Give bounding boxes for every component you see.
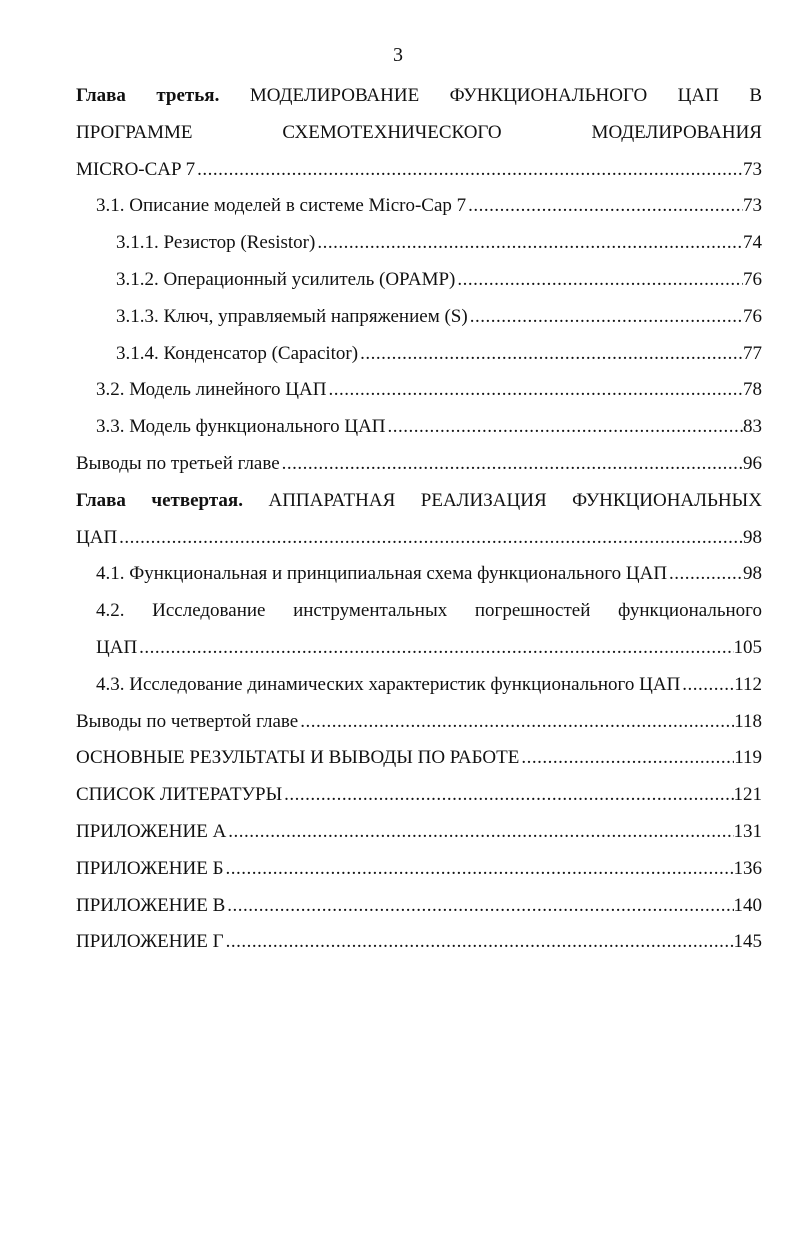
- toc-entry-appendix-g[interactable]: [76, 924, 762, 961]
- dot-leader: [468, 299, 743, 336]
- toc-entry-appendix-a[interactable]: [76, 814, 762, 851]
- page-ref: 140: [733, 894, 762, 916]
- toc-entry-3-1[interactable]: [76, 188, 762, 225]
- page-ref: 96: [743, 452, 762, 474]
- entry-title: 3.1. Описание моделей в системе Micro-Cap 7: [96, 195, 467, 217]
- entry-title-word: функционального: [618, 600, 762, 622]
- toc-entry-3-2[interactable]: [76, 372, 762, 409]
- toc-entry-results[interactable]: [76, 740, 762, 777]
- dot-leader: [195, 152, 743, 189]
- page-ref: 136: [733, 857, 762, 879]
- page-ref: 121: [733, 784, 762, 806]
- entry-title: Выводы по третьей главе: [76, 452, 280, 474]
- page-ref: 76: [743, 268, 762, 290]
- chapter-label: Глава: [76, 489, 126, 511]
- page-ref: 73: [743, 158, 762, 180]
- chapter-number: третья.: [156, 85, 220, 106]
- chapter-title-word: В: [749, 85, 762, 106]
- entry-title: 3.1.2. Операционный усилитель (OPAMP): [116, 268, 456, 290]
- entry-title: ПРИЛОЖЕНИЕ Б: [76, 857, 224, 879]
- toc-entry-chapter3-conclusions[interactable]: [76, 446, 762, 483]
- dot-leader: [326, 372, 743, 409]
- page-ref: 119: [734, 747, 762, 769]
- toc-chapter3-heading-line3[interactable]: [76, 152, 762, 189]
- page-ref: 77: [743, 342, 762, 364]
- dot-leader: [223, 851, 733, 888]
- toc-chapter4-heading-line1[interactable]: [76, 483, 762, 520]
- page-ref: 74: [743, 232, 762, 254]
- entry-title-word: погрешностей: [474, 600, 591, 622]
- toc-entry-4-3[interactable]: [76, 667, 762, 704]
- toc-entry-4-1[interactable]: [76, 556, 762, 593]
- dot-leader: [280, 446, 743, 483]
- table-of-contents: [76, 78, 762, 961]
- toc-entry-3-1-1[interactable]: [76, 225, 762, 262]
- entry-title: ПРИЛОЖЕНИЕ Г: [76, 931, 224, 953]
- dot-leader: [667, 556, 743, 593]
- entry-title-word: Исследование: [152, 600, 266, 622]
- chapter-title-text: MICRO-CAP 7: [76, 158, 196, 180]
- entry-title: 4.3. Исследование динамических характеристик функционального ЦАП: [96, 673, 681, 695]
- dot-leader: [282, 777, 733, 814]
- page-ref: 98: [743, 563, 762, 585]
- entry-title: 4.1. Функциональная и принципиальная схема функционального ЦАП: [96, 563, 668, 585]
- toc-entry-appendix-b[interactable]: [76, 851, 762, 888]
- toc-entry-3-1-3[interactable]: [76, 299, 762, 336]
- toc-entry-3-3[interactable]: [76, 409, 762, 446]
- dot-leader: [455, 262, 743, 299]
- page-number: 3: [393, 44, 403, 66]
- chapter-title-word: ФУНКЦИОНАЛЬНЫХ: [572, 489, 762, 511]
- page-ref: 131: [733, 820, 762, 842]
- chapter-title-word: МОДЕЛИРОВАНИЕ: [249, 85, 420, 106]
- entry-title: 3.1.4. Конденсатор (Capacitor): [116, 342, 359, 364]
- entry-title: 3.3. Модель функционального ЦАП: [96, 416, 386, 438]
- chapter-title-word: РЕАЛИЗАЦИЯ: [420, 489, 547, 511]
- page-ref: 98: [743, 526, 762, 548]
- dot-leader: [680, 667, 734, 704]
- dot-leader: [225, 888, 733, 925]
- entry-title: Выводы по четвертой главе: [76, 710, 299, 732]
- chapter-title-word: ФУНКЦИОНАЛЬНОГО: [449, 85, 648, 106]
- toc-chapter3-heading-line1[interactable]: [76, 78, 762, 115]
- dot-leader: [298, 704, 734, 741]
- toc-entry-4-2-line1[interactable]: [76, 593, 762, 630]
- dot-leader: [358, 336, 743, 373]
- page-ref: 118: [734, 710, 762, 732]
- dot-leader: [519, 740, 734, 777]
- page-ref: 145: [733, 931, 762, 953]
- entry-title: 3.2. Модель линейного ЦАП: [96, 379, 327, 401]
- entry-title-word: 4.2.: [96, 600, 125, 622]
- entry-title-word: инструментальных: [293, 600, 448, 622]
- page-ref: 112: [734, 673, 762, 695]
- dot-leader: [386, 409, 743, 446]
- chapter-title-word: ПРОГРАММЕ: [76, 121, 193, 143]
- dot-leader: [466, 188, 743, 225]
- chapter-title-word: СХЕМОТЕХНИЧЕСКОГО: [282, 121, 502, 143]
- page-ref: 78: [743, 379, 762, 401]
- dot-leader: [315, 225, 743, 262]
- entry-title: 3.1.3. Ключ, управляемый напряжением (S): [116, 305, 468, 327]
- page-ref: 83: [743, 416, 762, 438]
- toc-chapter3-heading-line2[interactable]: [76, 115, 762, 152]
- dot-leader: [117, 520, 743, 557]
- toc-entry-chapter4-conclusions[interactable]: [76, 704, 762, 741]
- entry-title: ПРИЛОЖЕНИЕ А: [76, 820, 227, 842]
- page-ref: 73: [743, 195, 762, 217]
- entry-title: 3.1.1. Резистор (Resistor): [116, 232, 316, 254]
- entry-title: СПИСОК ЛИТЕРАТУРЫ: [76, 784, 283, 806]
- chapter-title-text: ЦАП: [76, 526, 118, 548]
- chapter-title-word: ЦАП: [677, 85, 719, 106]
- entry-title: ОСНОВНЫЕ РЕЗУЛЬТАТЫ И ВЫВОДЫ ПО РАБОТЕ: [76, 747, 520, 769]
- toc-entry-4-2-line2[interactable]: [76, 630, 762, 667]
- dot-leader: [226, 814, 733, 851]
- chapter-number: четвертая.: [151, 489, 243, 511]
- toc-entry-3-1-4[interactable]: [76, 336, 762, 373]
- page-ref: 105: [733, 636, 762, 658]
- toc-chapter4-heading-line2[interactable]: [76, 520, 762, 557]
- chapter-title-word: МОДЕЛИРОВАНИЯ: [591, 121, 762, 143]
- toc-entry-appendix-v[interactable]: [76, 888, 762, 925]
- toc-entry-3-1-2[interactable]: [76, 262, 762, 299]
- chapter-title-word: АППАРАТНАЯ: [268, 489, 396, 511]
- dot-leader: [137, 630, 733, 667]
- entry-title: ПРИЛОЖЕНИЕ В: [76, 894, 226, 916]
- page-ref: 76: [743, 305, 762, 327]
- dot-leader: [224, 924, 734, 961]
- entry-title: ЦАП: [96, 636, 138, 658]
- chapter-label: Глава: [76, 85, 126, 106]
- toc-entry-references[interactable]: [76, 777, 762, 814]
